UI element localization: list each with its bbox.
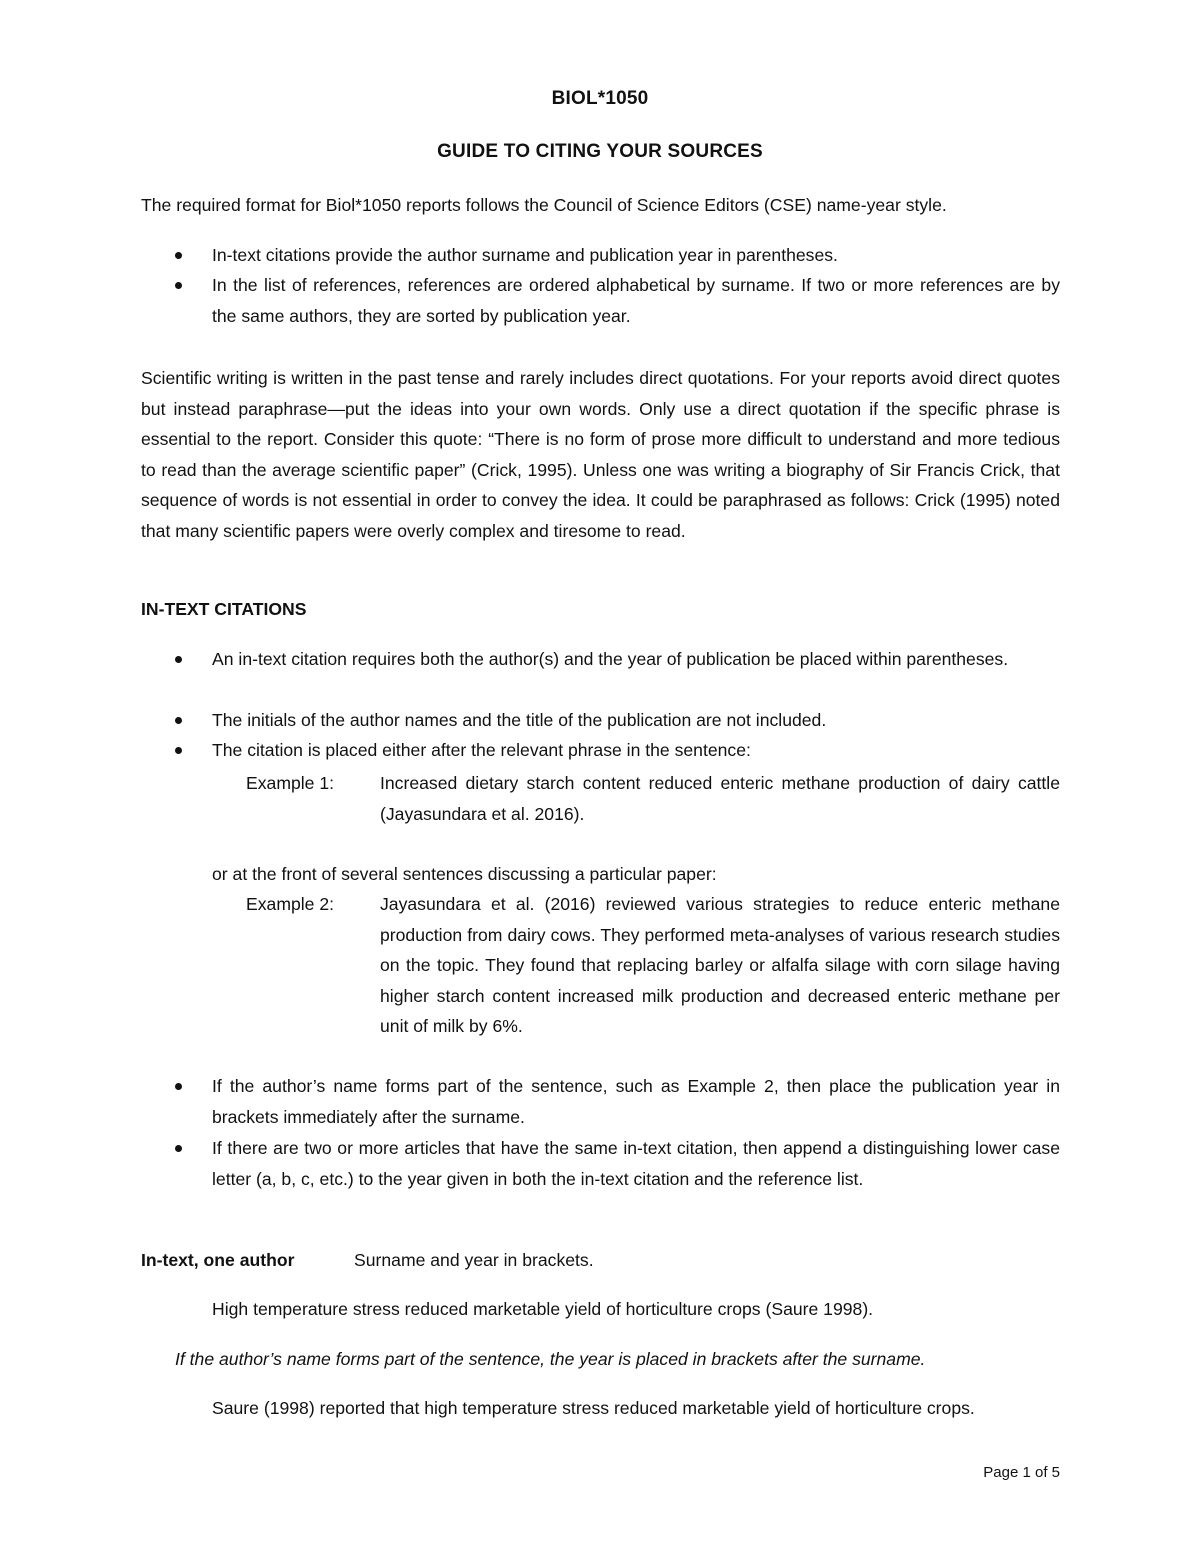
one-author-example-b xyxy=(212,1393,1060,1424)
bullet-marker xyxy=(175,656,182,663)
section-bullet-2: The initials of the author names and the title of the publication are not included. xyxy=(212,710,827,730)
writing-paragraph: Scientific writing is written in the past tense and rarely includes direct quotations. For your reports avoid direct quotes but instead paraphrase—put the ideas into your own words. Only use a direct quotation if the specific phrase is essential to the report. Consider this quote: “There is no form of prose more difficult to understand and more tedious to read than the average scientific paper” (Crick, 1995). Unless one was writing a biography of Sir Francis Crick, that sequence of words is not essential in order to convey the idea. It could be paraphrased as follows: Crick (1995) noted that many scientific papers were overly complex and tiresome to read. xyxy=(141,368,1060,541)
one-author-example-a: High temperature stress reduced marketable yield of horticulture crops (Saure 1998). xyxy=(212,1299,874,1319)
section-bullet-4: If the author’s name forms part of the sentence, such as Example 2, then place the publication year in brackets immediately after the surname. xyxy=(212,1076,1060,1127)
or-text: or at the front of several sentences discussing a particular paper: xyxy=(212,864,717,884)
intro-bullet-1: In-text citations provide the author surname and publication year in parentheses. xyxy=(212,245,838,265)
bullet-marker xyxy=(175,252,182,259)
section-bullet-5: If there are two or more articles that have the same in-text citation, then append a distinguishing lower case letter (a, b, c, etc.) to the year given in both the in-text citation and the reference list. xyxy=(212,1138,1060,1189)
section-bullet-3: The citation is placed either after the relevant phrase in the sentence: xyxy=(212,740,751,760)
one-author-example-b-text: Saure (1998) reported that high temperature stress reduced marketable yield of horticulture crops. xyxy=(212,1398,975,1418)
one-author-note: If the author’s name forms part of the sentence, the year is placed in brackets after the surname. xyxy=(175,1349,926,1369)
bullet-marker xyxy=(175,1083,182,1090)
bullet-marker xyxy=(175,747,182,754)
bullet-marker xyxy=(175,717,182,724)
bullet-marker xyxy=(175,282,182,289)
section-bullet-1: An in-text citation requires both the author(s) and the year of publication be placed within parentheses. xyxy=(212,649,1009,669)
one-author-label: In-text, one author xyxy=(141,1250,295,1270)
example-1-label: Example 1: xyxy=(246,773,335,793)
course-code: BIOL*1050 xyxy=(551,88,649,109)
intro-text: The required format for Biol*1050 reports follows the Council of Science Editors (CSE) name-year style. xyxy=(141,195,947,215)
page-number: Page 1 of 5 xyxy=(983,1464,1060,1481)
example-2-label: Example 2: xyxy=(246,894,335,914)
one-author-description: Surname and year in brackets. xyxy=(354,1250,594,1270)
intro-bullet-2: In the list of references, references are ordered alphabetical by surname. If two or more references are by the same authors, they are sorted by publication year. xyxy=(212,275,1060,326)
guide-title: GUIDE TO CITING YOUR SOURCES xyxy=(437,141,763,162)
example-2-text: Jayasundara et al. (2016) reviewed various strategies to reduce enteric methane production from dairy cows. They performed meta-analyses of various research studies on the topic. They found that replacing barley or alfalfa silage with corn silage having higher starch content increased milk production and decreased enteric methane per unit of milk by 6%. xyxy=(380,894,1060,1036)
example-1-text: Increased dietary starch content reduced enteric methane production of dairy cattle (Jayasundara et al. 2016). xyxy=(380,773,1060,824)
section-heading-in-text: IN-TEXT CITATIONS xyxy=(141,599,307,619)
bullet-marker xyxy=(175,1145,182,1152)
